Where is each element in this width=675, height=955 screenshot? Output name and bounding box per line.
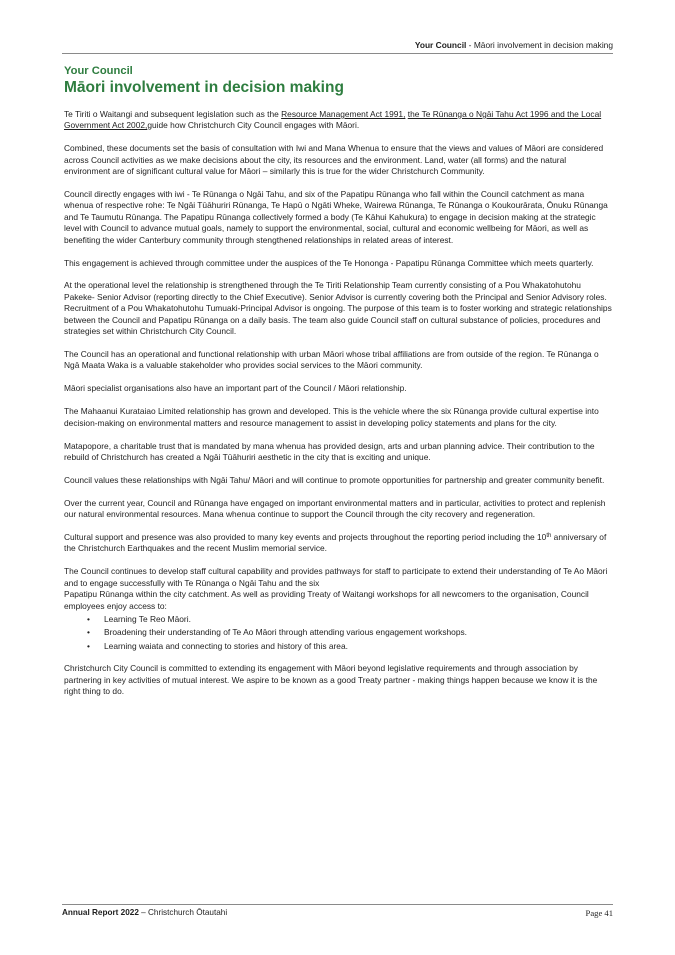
main-content [64, 65, 613, 709]
paragraph-committee: This engagement is achieved through committee under the auspices of the Te Hononga - Papatipu Rūnanga Committee which meets quarterly. [64, 257, 594, 268]
paragraph-council-values: Council values these relationships with Ngāi Tahu/ Māori and will continue to promote opportunities for partnership and greater community benefit. [64, 474, 605, 485]
paragraph-staff-capability [64, 566, 613, 612]
page-title: Māori involvement in decision making [64, 79, 344, 96]
paragraph-current-year: Over the current year, Council and Rūnanga have engaged on important environmental matters and in particular, activities to protect and replenish our natural environmental resources. Mana whenua continue to support the Council through the city recovery and regeneration. [64, 497, 606, 520]
running-header [62, 40, 613, 54]
intro-text-1: Te Tiriti o Waitangi and subsequent legislation such as the [64, 109, 282, 119]
paragraph-consultation-basis: Combined, these documents set the basis of consultation with Iwi and Mana Whenua to ensure that the views and values of Māori are considered across Council activities as we make decisions about the city, its resources and the environment. Land, water (all forms) and the natural environment are of significant cultural value for Māori – similarly this is true for the wider Christchurch Community. [64, 143, 604, 177]
intro-paragraph [64, 109, 613, 132]
section-label: Your Council [64, 65, 133, 77]
cultural-text-1: Cultural support and presence was also provided to many key events and projects throughout the reporting period including the [64, 532, 538, 543]
paragraph-mahaanui: The Mahaanui Kurataiao Limited relationship has grown and developed. This is the vehicle where the six Rūnanga provide cultural expertise into decision-making on environmental matters and resource management to assist in developing policy statements and plans for the city. [64, 406, 599, 428]
header-separator: - [466, 40, 474, 50]
ordinal-suffix: th [546, 533, 552, 540]
footer-dash: – [138, 908, 148, 917]
intro-text-3: guide how Christchurch City Council engages with Māori. [147, 120, 360, 131]
link-resource-management-act[interactable]: Resource Management Act 1991, [281, 109, 406, 119]
link-runanga-and-local-govt-acts[interactable]: the Te Rūnanga o Ngāi Tahu Act 1996 and the Local Government Act 2002, [64, 109, 602, 131]
paragraph-closing: Christchurch City Council is committed to extending its engagement with Māori beyond legislative requirements and through association by partnering in key activities of mutual interest. We aspire to be known as a good Treaty partner - making things happen because we know it is the right thing to do. [64, 663, 598, 697]
cultural-text-2: anniversary of the Christchurch Earthquakes and the recent Muslim memorial service. [64, 532, 607, 554]
paragraph-matapopore: Matapopore, a charitable trust that is mandated by mana whenua has provided design, arts and urban planning advice. Their contribution to the rebuild of Christchurch has created a Ngāi Tūāhuriri aesthetic in the city that is exciting and unique. [64, 440, 595, 462]
bullet-list [64, 613, 613, 654]
page-footer [62, 904, 613, 918]
ordinal-number: 10 [537, 532, 547, 543]
paragraph-specialist-organisations: Māori specialist organisations also have an important part of the Council / Māori relationship. [64, 383, 407, 394]
list-item: • Learning Te Reo Māori. [104, 613, 613, 627]
list-item: • Broadening their understanding of Te Ao Māori through attending various engagement workshops. [104, 626, 613, 640]
paragraph-urban-maori: The Council has an operational and functional relationship with urban Māori whose tribal affiliations are from outside of the region. Te Rūnanga o Ngā Maata Waka is a valuable stakeholder who provides social services to the Māori community. [64, 349, 599, 371]
header-section: Your Council [414, 40, 467, 50]
paragraph-operational-level: At the operational level the relationship is strengthened through the Te Tiriti Relationship Team currently consisting of a Pou Whakatohutohu Pakeke- Senior Advisor (reporting directly to the Chief Executive). Senior Advisor is currently covering both the Principal and Senior Advisory roles. Recruitment of a Pou Whakatohutohu Tumuaki-Principal Advisor is ongoing. The purpose of this team is to foster working and strategic relationships between the Council and Papatipu Rūnanga on a daily basis. The team also guide Council staff on cultural substance of policies, procedures and strategies set within Christchurch City Council. [64, 280, 612, 337]
paragraph-iwi-engagement: Council directly engages with iwi - Te Rūnanga o Ngāi Tahu, and six of the Papatipu Rūnanga who fall within the Council catchment as mana whenua of respective rohe: Te Ngāi Tūāhuriri Rūnanga, Te Hapū o Ngāti Wheke, Wairewa Rūnanga, Te Rūnanga o Koukourārata, Ōnuku Rūnanga and Te Taumutu Rūnanga. The Papatipu Rūnanga collectively formed a body (Te Kāhui Kahukura) to engage in decision making at the strategic level with Council to advance mutual goals, namely to support the environmental, social, cultural and economic wellbeing for Māori, as well as benefiting the wider Canterbury community through stengthened relationships in related areas of interest. [64, 189, 608, 245]
header-topic: Māori involvement in decision making [473, 40, 613, 50]
list-item: • Learning waiata and connecting to stories and history of this area. [104, 640, 613, 654]
footer-report [62, 908, 227, 918]
footer-report-title: Annual Report 2022 [62, 908, 139, 917]
footer-city: Christchurch Ōtautahi [148, 908, 228, 917]
paragraph-cultural-support [64, 532, 613, 555]
training-line-2: Papatipu Rūnanga within the city catchment. As well as providing Treaty of Waitangi workshops for all newcomers to the organisation, Council employees enjoy access to: [64, 589, 589, 611]
training-line-1: The Council continues to develop staff cultural capability and provides pathways for staff to participate to extend their understanding of Te Ao Māori and to engage successfully with Te Rūnanga o Ngāi Tahu and the six [64, 566, 608, 588]
page-number: Page 41 [585, 908, 613, 918]
